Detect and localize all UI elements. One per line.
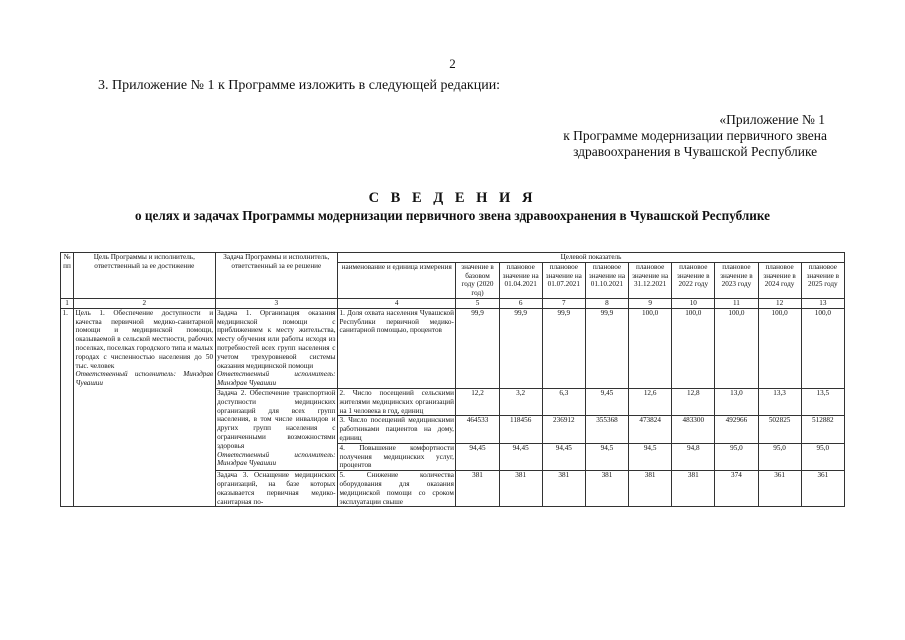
- indicator-value: 381: [672, 471, 715, 507]
- col-header-num: № пп: [61, 253, 74, 299]
- indicator-value: 94,45: [542, 443, 585, 470]
- col-header-p2024: плановое значение в 2024 году: [758, 262, 801, 298]
- indicator-value: 381: [456, 471, 499, 507]
- indicator-value: 100,0: [629, 308, 672, 388]
- indicator-value: 512882: [801, 416, 844, 443]
- indicator-value: 99,9: [542, 308, 585, 388]
- indicator-value: 374: [715, 471, 758, 507]
- appendix-header: [563, 112, 827, 160]
- indicator-name: 1. Доля охвата населения Чувашской Республики первичной медико-санитарной помощью, процентов: [338, 308, 456, 388]
- indicator-value: 361: [801, 471, 844, 507]
- indicator-name: 4. Повышение комфортности получения медицинских услуг, процентов: [339, 443, 454, 470]
- goals-table: [60, 252, 845, 507]
- col-header-p2022: плановое значение в 2022 году: [672, 262, 715, 298]
- task-2-executor: Ответственный исполнитель: Минздрав Чувашии: [217, 450, 336, 468]
- col-header-p0104: плановое значение на 01.04.2021: [499, 262, 542, 298]
- indicator-value: 361: [758, 471, 801, 507]
- task-1-text: Задача 1. Организация оказания медицинской помощи с приближением к месту жительства, месту обучения или работы исходя из потребностей всех групп населения с учетом трехуровневой системы оказания медицинской помощи: [217, 308, 336, 370]
- column-number: 3: [215, 298, 337, 308]
- goal-executor: Ответственный исполнитель: Минздрав Чувашии: [75, 370, 214, 388]
- indicator-value: 483300: [672, 416, 715, 443]
- header-row-1: [61, 253, 845, 263]
- indicator-value: 95,0: [801, 443, 844, 470]
- task-3-text: Задача 3. Оснащение медицинских организаций, на базе которых оказывается первичная медико-санитарная по-: [217, 471, 336, 506]
- goal-text: Цель 1. Обеспечение доступности и качества первичной медико-санитарной помощи и медицинской помощи, оказываемой в сельской местности, рабочих поселках, поселках городского типа и малых городах с численностью населения до 50 тыс. человек: [75, 308, 214, 370]
- column-number: 4: [338, 298, 456, 308]
- column-number: 13: [801, 298, 844, 308]
- col-header-indicator-group: Целевой показатель: [338, 253, 845, 263]
- indicator-value: 381: [629, 471, 672, 507]
- indicator-value: 95,0: [758, 443, 801, 470]
- indicator-name: 3. Число посещений медицинскими работниками пациентов на дому, единиц: [339, 416, 454, 442]
- indicator-value: 118456: [499, 416, 542, 443]
- row-number: 1.: [61, 308, 74, 507]
- task-1-executor: Ответственный исполнитель: Минздрав Чувашии: [217, 370, 336, 388]
- indicator-value: 94,5: [629, 443, 672, 470]
- column-number: 5: [456, 298, 499, 308]
- document-title: С В Е Д Е Н И Я: [368, 190, 537, 206]
- indicator-value: 95,0: [715, 443, 758, 470]
- indicator-name: 2. Число посещений сельскими жителями медицинских организаций на 1 человека в год, единиц: [339, 388, 454, 415]
- column-number: 11: [715, 298, 758, 308]
- indicator-value: 100,0: [715, 308, 758, 388]
- col-header-p2025: плановое значение в 2025 году: [801, 262, 844, 298]
- indicator-value: 100,0: [801, 308, 844, 388]
- appendix-line-3: здравоохранения в Чувашской Республике: [573, 144, 818, 159]
- task-1-cell: [215, 308, 337, 388]
- document-subtitle: о целях и задачах Программы модернизации первичного звена здравоохранения в Чувашской Республике: [135, 208, 770, 223]
- page-number: 2: [449, 56, 456, 71]
- indicator-value: 492966: [715, 416, 758, 443]
- indicator-value: 502825: [758, 416, 801, 443]
- table-row: [61, 308, 845, 388]
- indicator-value: 3,2: [499, 388, 542, 415]
- col-header-goal: Цель Программы и исполнитель, ответственный за ее достижение: [74, 253, 216, 299]
- col-header-name: наименование и единица измерения: [338, 262, 456, 298]
- task-2-text: Задача 2. Обеспечение транспортной доступности медицинских организаций для всех групп населения, в том числе инвалидов и других групп населения с ограниченными возможностями здоровья: [217, 388, 336, 450]
- indicator-value: 381: [542, 471, 585, 507]
- column-number: 2: [74, 298, 216, 308]
- column-number: 8: [585, 298, 628, 308]
- task-2-cell: [215, 388, 337, 470]
- appendix-line-1: «Приложение № 1: [719, 112, 825, 127]
- indicator-value: 6,3: [542, 388, 585, 415]
- column-number-row: [61, 298, 845, 308]
- indicator-value: 9,45: [585, 388, 628, 415]
- col-header-task: Задача Программы и исполнитель, ответственный за ее решение: [215, 253, 337, 299]
- indicator-value: 12,8: [672, 388, 715, 415]
- column-number: 7: [542, 298, 585, 308]
- col-header-p2023: плановое значение в 2023 году: [715, 262, 758, 298]
- indicator-value: 236912: [542, 416, 585, 443]
- indicator-value: 473824: [629, 416, 672, 443]
- indicator-value: 100,0: [758, 308, 801, 388]
- col-header-p0110: плановое значение на 01.10.2021: [585, 262, 628, 298]
- col-header-base: значение в базовом году (2020 год): [456, 262, 499, 298]
- indicator-value: 94,45: [499, 443, 542, 470]
- appendix-line-2: к Программе модернизации первичного звена: [563, 128, 827, 143]
- indicator-value: 355368: [585, 416, 628, 443]
- column-number: 9: [629, 298, 672, 308]
- indicator-name: 5. Снижение количества оборудования для оказания медицинской помощи со сроком эксплуатации свыше: [339, 471, 454, 506]
- indicator-value: 99,9: [499, 308, 542, 388]
- indicator-value: 94,8: [672, 443, 715, 470]
- column-number: 12: [758, 298, 801, 308]
- col-header-p0107: плановое значение на 01.07.2021: [542, 262, 585, 298]
- indicator-value: 12,6: [629, 388, 672, 415]
- indicator-value: 100,0: [672, 308, 715, 388]
- indicator-value: 99,9: [585, 308, 628, 388]
- column-number: 6: [499, 298, 542, 308]
- indicator-value: 12,2: [456, 388, 499, 415]
- column-number: 10: [672, 298, 715, 308]
- goal-cell: [74, 308, 216, 507]
- indicator-value: 381: [499, 471, 542, 507]
- item-3-text: 3. Приложение № 1 к Программе изложить в следующей редакции:: [98, 78, 501, 93]
- indicator-value: 94,45: [456, 443, 499, 470]
- column-number: 1: [61, 298, 74, 308]
- indicator-value: 99,9: [456, 308, 499, 388]
- indicator-value: 13,0: [715, 388, 758, 415]
- indicator-value: 464533: [456, 416, 499, 443]
- indicator-value: 13,5: [801, 388, 844, 415]
- indicator-value: 381: [585, 471, 628, 507]
- col-header-p3112: плановое значение на 31.12.2021: [629, 262, 672, 298]
- indicator-value: 94,5: [585, 443, 628, 470]
- indicator-value: 13,3: [758, 388, 801, 415]
